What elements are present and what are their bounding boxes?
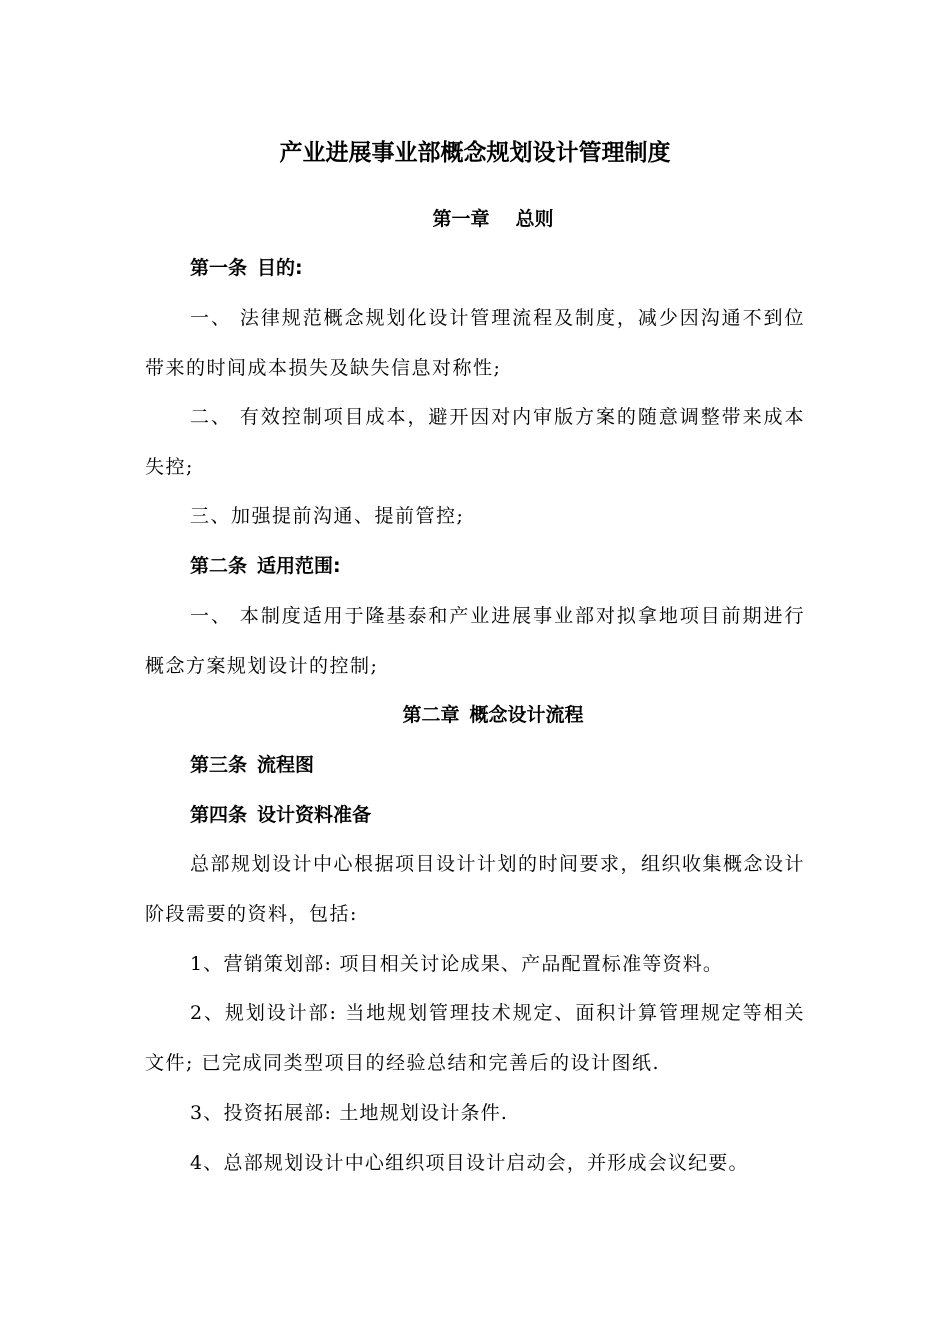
article-4-intro: 总部规划设计中心根据项目设计计划的时间要求，组织收集概念设计阶段需要的资料，包括: [145,853,806,925]
document-title: 产业进展事业部概念规划设计管理制度 [279,140,671,166]
chapter-2-heading [0,699,950,731]
article-1-item-1: 一、 法律规范概念规划化设计管理流程及制度，减少因沟通不到位带来的时间成本损失及缺失信息对称性; [145,307,805,379]
article-2-item-1: 一、 本制度适用于隆基泰和产业进展事业部对拟拿地项目前期进行概念方案规划设计的控制; [145,605,805,677]
article-3-heading [190,749,314,781]
article-4-item-1: 1、营销策划部: 项目相关讨论成果、产品配置标准等资料。 [190,953,724,975]
article-3-name: 流程图 [257,754,315,776]
article-1-name: 目的: [257,257,303,279]
chapter-1-heading [0,203,950,235]
article-1-heading [190,252,303,284]
article-4-heading [190,799,371,831]
chapter-1-name: 总则 [515,208,554,230]
chapter-2-label: 第二章 [402,704,460,726]
article-4-item-4: 4、总部规划设计中心组织项目设计启动会，并形成会议纪要。 [190,1152,749,1174]
article-4-item-3: 3、投资拓展部: 土地规划设计条件. [190,1102,509,1124]
article-2-label: 第二条 [190,555,248,577]
article-1-label: 第一条 [190,257,248,279]
article-3-label: 第三条 [190,754,248,776]
article-4-name: 设计资料准备 [257,804,372,826]
article-2-heading [190,550,341,582]
chapter-2-name: 概念设计流程 [469,704,584,726]
article-4-item-2: 2、规划设计部: 当地规划管理技术规定、面积计算管理规定等相关文件; 已完成同类型项目的经验总结和完善后的设计图纸. [145,1002,805,1074]
article-2-name: 适用范围: [257,555,341,577]
article-1-item-2: 二、 有效控制项目成本，避开因对内审版方案的随意调整带来成本失控; [145,406,805,478]
article-1-item-3: 三、加强提前沟通、提前管控; [190,505,465,527]
article-4-label: 第四条 [190,804,248,826]
chapter-1-label: 第一章 [432,208,490,230]
